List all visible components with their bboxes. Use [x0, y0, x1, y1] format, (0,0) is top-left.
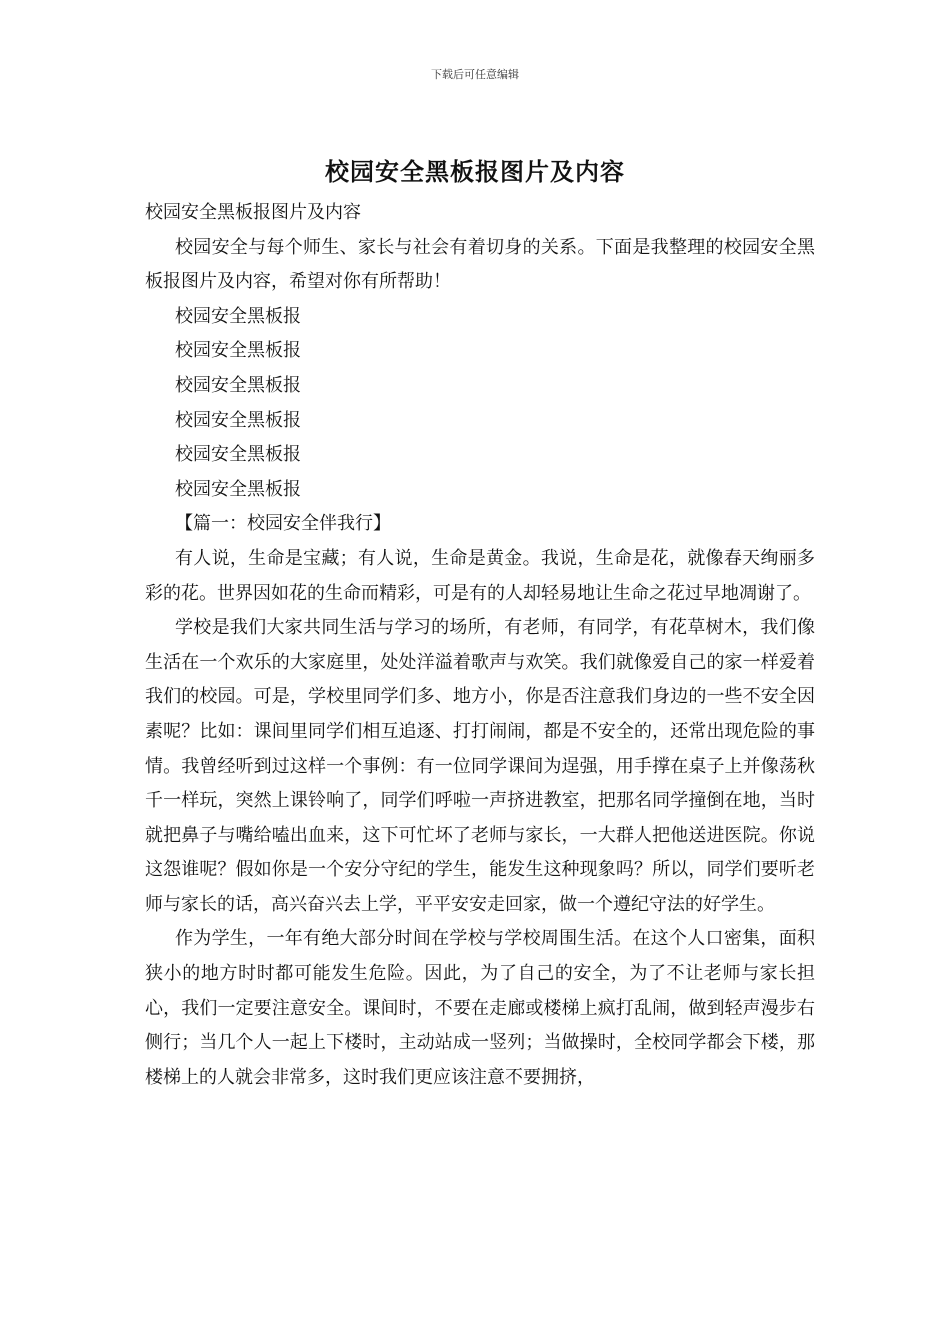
body-paragraph: 作为学生，一年有绝大部分时间在学校与学校周围生活。在这个人口密集，面积狭小的地方时时都可能发生危险。因此，为了自己的安全，为了不让老师与家长担心，我们一定要注意安全。课间时，不要在走廊或楼梯上疯打乱闹，做到轻声漫步右侧行；当几个人一起上下楼时，主动站成一竖列；当做操时，全校同学都会下楼，那楼梯上的人就会非常多，这时我们更应该注意不要拥挤，	[145, 928, 815, 1088]
list-item: 校园安全黑板报	[175, 340, 301, 362]
list-item: 校园安全黑板报	[175, 478, 301, 500]
subtitle: 校园安全黑板报图片及内容	[145, 202, 361, 223]
list-item: 校园安全黑板报	[175, 444, 301, 466]
section-heading: 【篇一：校园安全伴我行】	[175, 513, 391, 535]
document-body	[145, 196, 815, 1095]
header-note: 下载后可任意编辑	[431, 68, 519, 81]
list-item: 校园安全黑板报	[175, 305, 301, 327]
list-item: 校园安全黑板报	[175, 374, 301, 396]
intro-paragraph: 校园安全与每个师生、家长与社会有着切身的关系。下面是我整理的校园安全黑板报图片及内容，希望对你有所帮助！	[145, 236, 815, 293]
list-item: 校园安全黑板报	[175, 409, 301, 431]
body-paragraph: 学校是我们大家共同生活与学习的场所，有老师，有同学，有花草树木，我们像生活在一个欢乐的大家庭里，处处洋溢着歌声与欢笑。我们就像爱自己的家一样爱着我们的校园。可是，学校里同学们多、地方小，你是否注意我们身边的一些不安全因素呢？比如：课间里同学们相互追逐、打打闹闹，都是不安全的，还常出现危险的事情。我曾经听到过这样一个事例：有一位同学课间为逞强，用手撑在桌子上并像荡秋千一样玩，突然上课铃响了，同学们呼啦一声挤进教室，把那名同学撞倒在地，当时就把鼻子与嘴给嗑出血来，这下可忙坏了老师与家长，一大群人把他送进医院。你说这怨谁呢？假如你是一个安分守纪的学生，能发生这种现象吗？所以，同学们要听老师与家长的话，高兴奋兴去上学，平平安安走回家，做一个遵纪守法的好学生。	[145, 617, 815, 915]
page-title: 校园安全黑板报图片及内容	[325, 157, 625, 186]
body-paragraph: 有人说，生命是宝藏；有人说，生命是黄金。我说，生命是花，就像春天绚丽多彩的花。世界因如花的生命而精彩，可是有的人却轻易地让生命之花过早地凋谢了。	[145, 547, 815, 604]
